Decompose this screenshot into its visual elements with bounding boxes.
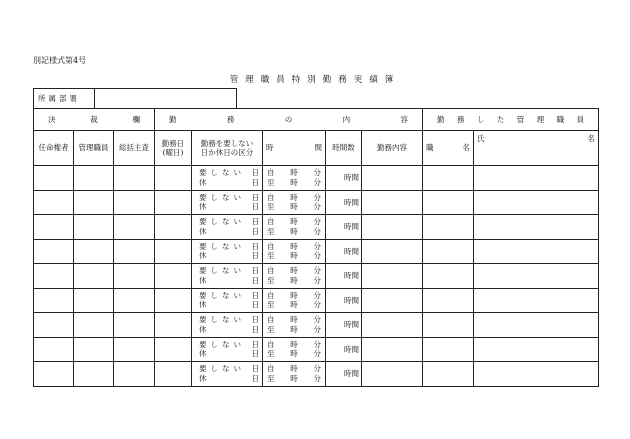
to-label: 至 — [267, 324, 275, 334]
hour-unit: 時 — [290, 241, 298, 251]
day-type-option-end: 日 — [251, 275, 260, 285]
work-content-field[interactable] — [362, 313, 423, 338]
appointer-stamp[interactable] — [34, 313, 74, 338]
table-row — [34, 239, 599, 264]
hours-cell[interactable]: 時間 — [326, 288, 362, 313]
day-type-option-end: 日 — [251, 177, 260, 187]
work-content-field[interactable] — [362, 337, 423, 362]
minute-unit: 分 — [313, 217, 322, 227]
day-type-option-holiday: 休 — [199, 275, 207, 285]
table-row — [34, 215, 599, 240]
work-content-field[interactable] — [362, 264, 423, 289]
hours-header: 時間数 — [326, 131, 362, 166]
to-label: 至 — [267, 300, 275, 310]
day-type-option-end: 日 — [251, 290, 260, 300]
to-label: 至 — [267, 275, 275, 285]
position-header: 職 名 — [423, 131, 474, 166]
minute-unit: 分 — [313, 324, 322, 334]
staff-header — [423, 109, 599, 131]
position-field[interactable] — [423, 190, 474, 215]
to-label: 至 — [267, 349, 275, 359]
day-type-option-nonworking: 要しない — [199, 192, 246, 202]
hour-unit: 時 — [290, 324, 298, 334]
day-type-option-end: 日 — [251, 339, 260, 349]
work-date-field[interactable] — [155, 288, 192, 313]
appointer-stamp[interactable] — [34, 215, 74, 240]
table-row — [34, 337, 599, 362]
from-label: 自 — [267, 339, 275, 349]
time-cell[interactable] — [263, 264, 326, 289]
name-field[interactable] — [474, 337, 599, 362]
work-content-field[interactable] — [362, 190, 423, 215]
work-content-field[interactable] — [362, 362, 423, 387]
hour-unit: 時 — [290, 192, 298, 202]
supervisor-stamp[interactable] — [114, 239, 155, 264]
appointer-stamp[interactable] — [34, 239, 74, 264]
day-type-cell[interactable] — [192, 362, 263, 387]
day-type-option-holiday: 休 — [199, 349, 207, 359]
header-char: 勤 — [437, 114, 445, 124]
header-char: 決 — [48, 114, 56, 124]
header-row-2 — [34, 131, 599, 166]
name-field[interactable] — [474, 264, 599, 289]
day-type-option-end: 日 — [251, 300, 260, 310]
work-date-field[interactable] — [155, 264, 192, 289]
manager-stamp[interactable] — [74, 166, 114, 191]
hour-unit: 時 — [290, 349, 298, 359]
day-type-option-end: 日 — [251, 349, 260, 359]
name-field[interactable] — [474, 288, 599, 313]
appointer-stamp[interactable] — [34, 264, 74, 289]
department-field[interactable] — [95, 89, 237, 109]
header-char: 務 — [456, 114, 465, 124]
hours-cell[interactable]: 時間 — [326, 239, 362, 264]
to-label: 至 — [267, 226, 275, 236]
name-field[interactable] — [474, 190, 599, 215]
position-field[interactable] — [423, 337, 474, 362]
hour-unit: 時 — [290, 275, 298, 285]
appointer-header: 任命権者 — [34, 131, 74, 166]
name-field[interactable] — [474, 215, 599, 240]
hours-cell[interactable]: 時間 — [326, 362, 362, 387]
time-cell[interactable] — [263, 337, 326, 362]
hour-unit: 時 — [290, 217, 298, 227]
supervisor-stamp[interactable] — [114, 288, 155, 313]
supervisor-stamp[interactable] — [114, 190, 155, 215]
work-date-field[interactable] — [155, 313, 192, 338]
work-date-field[interactable] — [155, 362, 192, 387]
name-header: 氏 名 — [474, 131, 599, 166]
department-table — [33, 88, 237, 109]
time-cell[interactable] — [263, 362, 326, 387]
decision-header — [34, 109, 155, 131]
header-char: た — [496, 114, 505, 124]
day-type-option-holiday: 休 — [199, 226, 207, 236]
minute-unit: 分 — [313, 241, 322, 251]
day-type-option-end: 日 — [251, 364, 260, 374]
minute-unit: 分 — [313, 168, 322, 178]
work-date-field[interactable] — [155, 166, 192, 191]
time-cell[interactable] — [263, 166, 326, 191]
hour-unit: 時 — [290, 168, 298, 178]
day-type-option-nonworking: 要しない — [199, 266, 246, 276]
hours-cell[interactable]: 時間 — [326, 190, 362, 215]
hour-unit: 時 — [290, 202, 298, 212]
header-char: し — [476, 114, 485, 124]
time-cell[interactable] — [263, 215, 326, 240]
time-header: 時 間 — [263, 131, 326, 166]
day-type-option-nonworking: 要しない — [199, 339, 246, 349]
supervisor-stamp[interactable] — [114, 264, 155, 289]
hour-unit: 時 — [290, 373, 298, 383]
day-type-option-holiday: 休 — [199, 324, 207, 334]
manager-stamp[interactable] — [74, 215, 114, 240]
header-char: 務 — [226, 114, 235, 124]
hour-unit: 時 — [290, 266, 298, 276]
appointer-stamp[interactable] — [34, 362, 74, 387]
manager-stamp[interactable] — [74, 362, 114, 387]
from-label: 自 — [267, 266, 275, 276]
day-type-option-nonworking: 要しない — [199, 315, 246, 325]
hours-cell[interactable]: 時間 — [326, 166, 362, 191]
day-type-cell[interactable] — [192, 166, 263, 191]
hour-unit: 時 — [290, 364, 298, 374]
name-field[interactable] — [474, 313, 599, 338]
time-cell[interactable] — [263, 313, 326, 338]
minute-unit: 分 — [313, 192, 322, 202]
day-type-option-end: 日 — [251, 217, 260, 227]
table-row — [34, 166, 599, 191]
day-type-option-end: 日 — [251, 168, 260, 178]
hours-cell[interactable]: 時間 — [326, 337, 362, 362]
header-char: 管 — [516, 114, 525, 124]
supervisor-stamp[interactable] — [114, 166, 155, 191]
minute-unit: 分 — [313, 251, 322, 261]
day-type-cell[interactable] — [192, 313, 263, 338]
work-content-field[interactable] — [362, 288, 423, 313]
header-char: 内 — [342, 114, 351, 124]
hour-unit: 時 — [290, 339, 298, 349]
table-row — [34, 313, 599, 338]
from-label: 自 — [267, 217, 275, 227]
hour-unit: 時 — [290, 300, 298, 310]
hour-unit: 時 — [290, 315, 298, 325]
day-type-option-holiday: 休 — [199, 251, 207, 261]
header-char: 員 — [576, 114, 584, 124]
header-char: 欄 — [132, 114, 141, 124]
day-type-option-end: 日 — [251, 226, 260, 236]
day-type-option-end: 日 — [251, 192, 260, 202]
to-label: 至 — [267, 373, 275, 383]
minute-unit: 分 — [313, 315, 322, 325]
header-char: の — [284, 114, 293, 124]
manager-stamp[interactable] — [74, 239, 114, 264]
appointer-stamp[interactable] — [34, 190, 74, 215]
day-type-option-end: 日 — [251, 373, 260, 383]
day-type-option-end: 日 — [251, 202, 260, 212]
manager-stamp[interactable] — [74, 264, 114, 289]
hour-unit: 時 — [290, 290, 298, 300]
day-type-option-end: 日 — [251, 315, 260, 325]
supervisor-stamp[interactable] — [114, 337, 155, 362]
manager-header: 管理職員 — [74, 131, 114, 166]
manager-stamp[interactable] — [74, 313, 114, 338]
day-type-option-nonworking: 要しない — [199, 241, 246, 251]
minute-unit: 分 — [313, 275, 322, 285]
supervisor-header: 総括主査 — [114, 131, 155, 166]
to-label: 至 — [267, 177, 275, 187]
minute-unit: 分 — [313, 364, 322, 374]
position-field[interactable] — [423, 264, 474, 289]
minute-unit: 分 — [313, 339, 322, 349]
to-label: 至 — [267, 251, 275, 261]
supervisor-stamp[interactable] — [114, 215, 155, 240]
time-cell[interactable] — [263, 288, 326, 313]
day-type-option-nonworking: 要しない — [199, 217, 246, 227]
appointer-stamp[interactable] — [34, 166, 74, 191]
position-field[interactable] — [423, 288, 474, 313]
minute-unit: 分 — [313, 349, 322, 359]
position-field[interactable] — [423, 215, 474, 240]
header-row-1 — [34, 109, 599, 131]
minute-unit: 分 — [313, 373, 322, 383]
day-type-option-end: 日 — [251, 241, 260, 251]
document-title: 管理職員特別勤務実績簿 — [229, 75, 401, 85]
manager-stamp[interactable] — [74, 288, 114, 313]
department-label: 所属部署 — [34, 89, 95, 109]
minute-unit: 分 — [313, 202, 322, 212]
work-date-field[interactable] — [155, 337, 192, 362]
table-row — [34, 362, 599, 387]
minute-unit: 分 — [313, 226, 322, 236]
to-label: 至 — [267, 202, 275, 212]
table-row — [34, 264, 599, 289]
work-content-header: 勤務内容 — [362, 131, 423, 166]
day-type-option-holiday: 休 — [199, 177, 207, 187]
work-content-field[interactable] — [362, 166, 423, 191]
day-type-cell[interactable] — [192, 239, 263, 264]
day-type-cell[interactable] — [192, 337, 263, 362]
day-type-option-end: 日 — [251, 324, 260, 334]
name-field[interactable] — [474, 362, 599, 387]
appointer-stamp[interactable] — [34, 337, 74, 362]
time-cell[interactable] — [263, 190, 326, 215]
day-type-option-holiday: 休 — [199, 300, 207, 310]
name-field[interactable] — [474, 239, 599, 264]
from-label: 自 — [267, 315, 275, 325]
appointer-stamp[interactable] — [34, 288, 74, 313]
minute-unit: 分 — [313, 300, 322, 310]
from-label: 自 — [267, 290, 275, 300]
work-date-field[interactable] — [155, 190, 192, 215]
hour-unit: 時 — [290, 177, 298, 187]
name-field[interactable] — [474, 166, 599, 191]
day-type-option-end: 日 — [251, 251, 260, 261]
work-content-field[interactable] — [362, 215, 423, 240]
day-type-cell[interactable] — [192, 288, 263, 313]
header-char: 裁 — [90, 114, 98, 124]
time-cell[interactable] — [263, 239, 326, 264]
supervisor-stamp[interactable] — [114, 362, 155, 387]
from-label: 自 — [267, 168, 275, 178]
work-record-table — [33, 108, 599, 387]
day-type-cell[interactable] — [192, 215, 263, 240]
day-type-option-holiday: 休 — [199, 373, 207, 383]
position-field[interactable] — [423, 362, 474, 387]
day-type-cell[interactable] — [192, 190, 263, 215]
position-field[interactable] — [423, 313, 474, 338]
day-type-option-holiday: 休 — [199, 202, 207, 212]
day-type-header: 勤務を要しない 日か休日の区分 — [192, 131, 263, 166]
minute-unit: 分 — [313, 266, 322, 276]
table-row — [34, 288, 599, 313]
day-type-option-nonworking: 要しない — [199, 290, 246, 300]
from-label: 自 — [267, 241, 275, 251]
supervisor-stamp[interactable] — [114, 313, 155, 338]
position-field[interactable] — [423, 166, 474, 191]
day-type-option-nonworking: 要しない — [199, 168, 246, 178]
table-row — [34, 190, 599, 215]
content-header — [155, 109, 423, 131]
work-content-field[interactable] — [362, 239, 423, 264]
from-label: 自 — [267, 364, 275, 374]
manager-stamp[interactable] — [74, 337, 114, 362]
work-date-field[interactable] — [155, 215, 192, 240]
hours-cell[interactable]: 時間 — [326, 313, 362, 338]
day-type-option-end: 日 — [251, 266, 260, 276]
day-type-option-nonworking: 要しない — [199, 364, 246, 374]
header-char: 職 — [556, 114, 565, 124]
hour-unit: 時 — [290, 251, 298, 261]
manager-stamp[interactable] — [74, 190, 114, 215]
minute-unit: 分 — [313, 290, 322, 300]
hours-cell[interactable]: 時間 — [326, 264, 362, 289]
position-field[interactable] — [423, 239, 474, 264]
work-date-header: 勤務日 (曜日) — [155, 131, 192, 166]
header-char: 容 — [400, 114, 409, 124]
work-date-field[interactable] — [155, 239, 192, 264]
hours-cell[interactable]: 時間 — [326, 215, 362, 240]
day-type-cell[interactable] — [192, 264, 263, 289]
form-number: 別記様式第4号 — [33, 56, 87, 65]
hour-unit: 時 — [290, 226, 298, 236]
header-char: 理 — [536, 114, 545, 124]
from-label: 自 — [267, 192, 275, 202]
minute-unit: 分 — [313, 177, 322, 187]
header-char: 勤 — [169, 114, 177, 124]
